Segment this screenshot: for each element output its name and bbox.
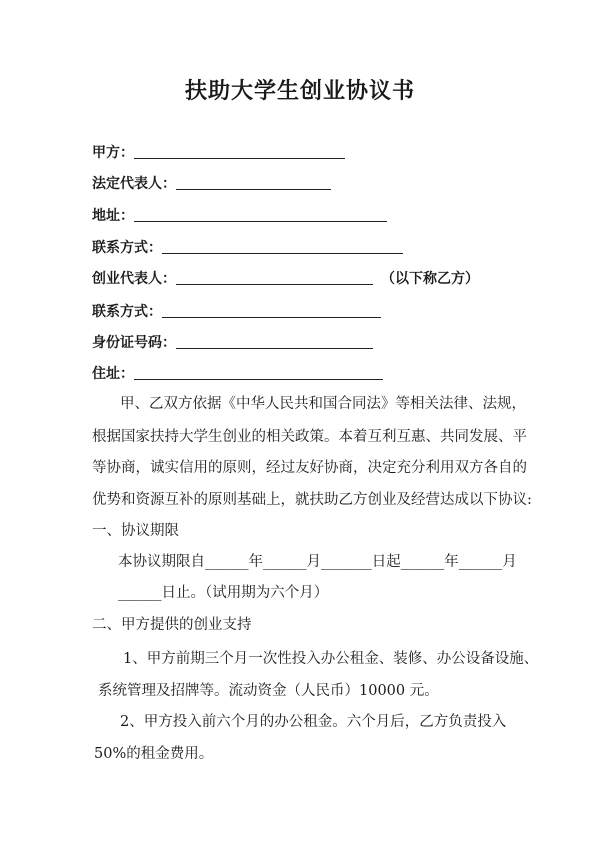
founder-rep-blank[interactable] [176,268,373,285]
term-line-2: ______日止。（试用期为六个月） [118,585,329,601]
document-title: 扶助大学生创业协议书 [184,79,415,104]
founder-rep-field [92,266,479,288]
contact-b-label: 联系方式： [92,304,162,320]
address-blank[interactable] [134,205,387,222]
body-line-4: 优势和资源互补的原则基础上，就扶助乙方创业及经营达成以下协议: [92,492,532,508]
party-a-field [92,140,345,162]
address-field [92,203,387,225]
residence-label: 住址： [92,366,134,382]
body-line-2: 根据国家扶持大学生创业的相关政策。本着互利互惠、共同发展、平 [92,429,527,445]
legal-rep-field [92,171,331,193]
support-2-line-1: 2、甲方投入前六个月的办公租金。六个月后，乙方负责投入 [120,714,507,730]
contact-a-label: 联系方式： [92,240,162,256]
id-number-label: 身份证号码： [92,335,176,351]
term-line-1: 本协议期限自______年______月_______日起______年______月 [118,554,517,570]
section-1-heading: 一、协议期限 [92,523,179,539]
body-line-3: 等协商，诚实信用的原则，经过友好协商，决定充分利用双方各自的 [92,460,527,476]
founder-rep-label: 创业代表人： [92,271,176,287]
party-a-label: 甲方： [92,145,134,161]
id-number-blank[interactable] [176,332,373,349]
residence-field [92,361,383,383]
founder-rep-suffix: （以下称乙方） [381,271,479,287]
contact-b-blank[interactable] [162,301,381,318]
support-1-line-1: 1、甲方前期三个月一次性投入办公租金、装修、办公设备设施、 [123,651,539,667]
id-number-field [92,330,373,352]
party-a-blank[interactable] [134,142,345,159]
support-2-line-2: 50%的租金费用。 [94,746,214,762]
contact-b-field [92,299,381,321]
address-label: 地址： [92,208,134,224]
contact-a-blank[interactable] [162,237,403,254]
residence-blank[interactable] [134,363,383,380]
section-2-heading: 二、甲方提供的创业支持 [92,617,252,633]
body-line-1: 甲、乙双方依据《中华人民共和国合同法》等相关法律、法规， [120,396,526,412]
contact-a-field [92,235,403,257]
legal-rep-blank[interactable] [176,173,331,190]
legal-rep-label: 法定代表人： [92,176,176,192]
support-1-line-2: 系统管理及招牌等。流动资金（人民币）10000 元。 [98,683,439,699]
